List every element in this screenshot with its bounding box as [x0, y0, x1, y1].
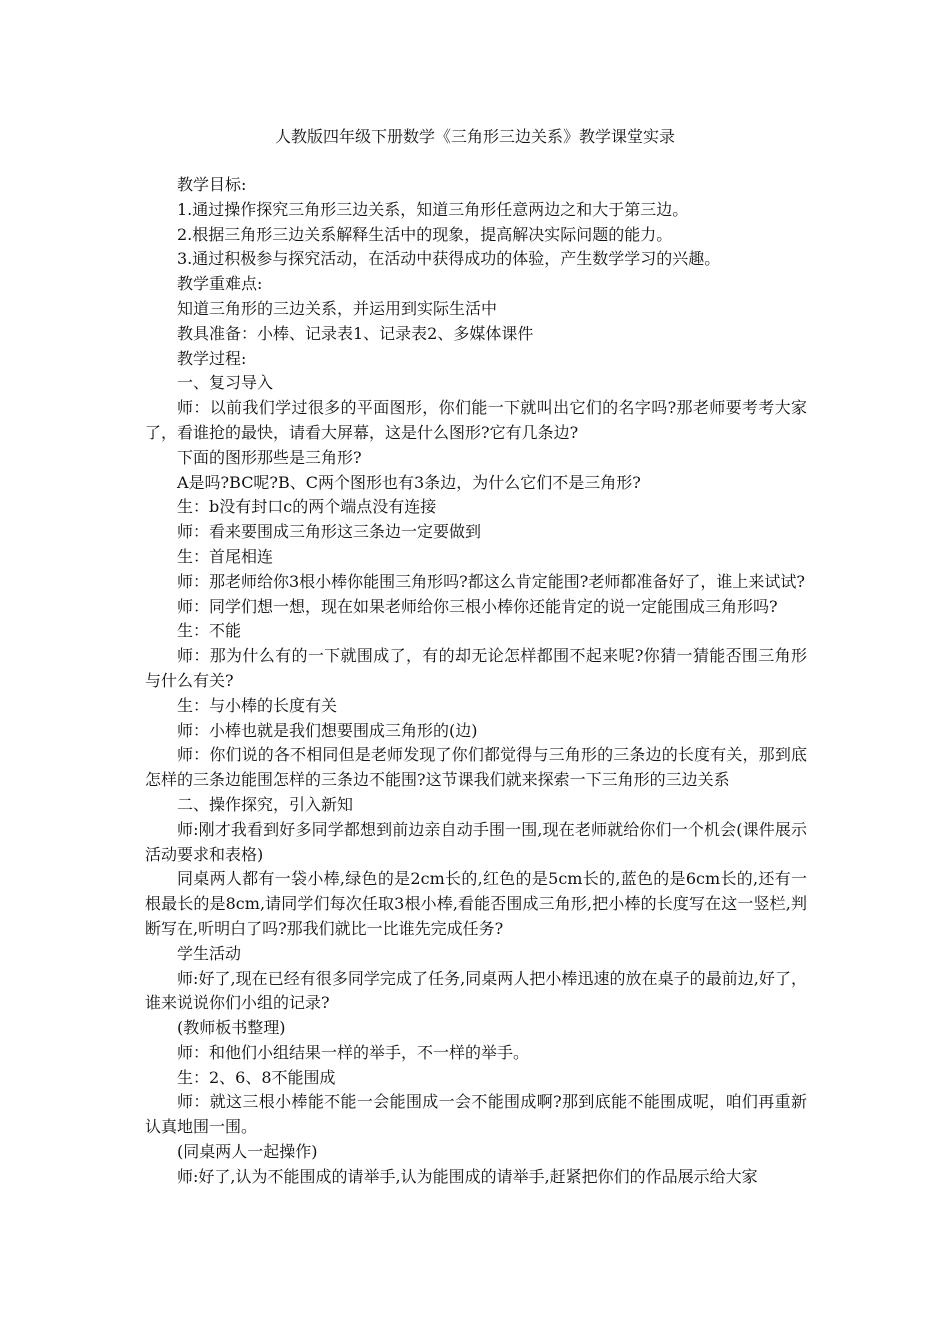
paragraph: 师：你们说的各不相同但是老师发现了你们都觉得与三角形的三条边的长度有关，那到底怎样的三条边能围怎样的三条边不能围?这节课我们就来探索一下三角形的三边关系 [145, 745, 807, 790]
paragraph: 师:刚才我看到好多同学都想到前边亲自动手围一围,现在老师就给你们一个机会(课件展示活动要求和表格) [145, 819, 807, 864]
paragraph: 师：和他们小组结果一样的举手，不一样的举手。 [177, 1042, 530, 1062]
paragraph: 生：不能 [177, 621, 242, 641]
paragraph: 学生活动 [177, 943, 242, 963]
paragraph: 师：同学们想一想，现在如果老师给你三根小棒你还能肯定的说一定能围成三角形吗? [177, 596, 778, 616]
document-body [145, 173, 807, 1190]
paragraph: A是吗?BC呢?B、C两个图形也有3条边，为什么它们不是三角形? [177, 472, 641, 492]
paragraph: 生：2、6、8不能围成 [177, 1067, 336, 1087]
paragraph: 师：就这三根小棒能不能一会能围成一会不能围成啊?那到底能不能围成呢，咱们再重新认真地围一围。 [145, 1092, 807, 1137]
paragraph: 一、复习导入 [177, 373, 274, 393]
paragraph: 下面的图形那些是三角形? [177, 447, 362, 467]
paragraph: 师：那为什么有的一下就围成了，有的却无论怎样都围不起来呢?你猜一猜能否围三角形与什么有关? [145, 646, 807, 690]
paragraph: (教师板书整理) [177, 1018, 286, 1038]
paragraph: 师：小棒也就是我们想要围成三角形的(边) [177, 720, 478, 740]
paragraph: 知道三角形的三边关系，并运用到实际生活中 [177, 298, 498, 318]
paragraph: 教具准备：小棒、记录表1、记录表2、多媒体课件 [177, 323, 534, 343]
paragraph: 生：与小棒的长度有关 [177, 695, 338, 715]
paragraph: 师：那老师给你3根小棒你能围三角形吗?都这么肯定能围?老师都准备好了，谁上来试试? [177, 571, 805, 591]
paragraph: 师：以前我们学过很多的平面图形，你们能一下就叫出它们的名字吗?那老师要考考大家了，看谁抢的最快，请看大屏幕，这是什么图形?它有几条边? [145, 398, 807, 442]
paragraph: 同桌两人都有一袋小棒,绿色的是2cm长的,红色的是5cm长的,蓝色的是6cm长的,还有一根最长的是8cm,请同学们每次任取3根小棒,看能否围成三角形,把小棒的长度写在这一竖栏,判断写在,听明白了吗?那我们就比一比谁先完成任务? [145, 869, 807, 938]
paragraph: 二、操作探究，引入新知 [177, 794, 354, 814]
paragraph: 1.通过操作探究三角形三边关系，知道三角形任意两边之和大于第三边。 [177, 199, 689, 219]
paragraph: 生：首尾相连 [177, 546, 274, 566]
document-title: 人教版四年级下册数学《三角形三边关系》教学课堂实录 [274, 127, 675, 146]
paragraph: 教学过程: [177, 348, 247, 368]
paragraph: 教学目标: [177, 175, 247, 194]
paragraph: 3.通过积极参与探究活动，在活动中获得成功的体验，产生数学学习的兴趣。 [177, 249, 721, 269]
paragraph: 师：看来要围成三角形这三条边一定要做到 [177, 522, 482, 542]
paragraph: (同桌两人一起操作) [177, 1142, 318, 1162]
paragraph: 师:好了,现在已经有很多同学完成了任务,同桌两人把小棒迅速的放在桌子的最前边,好了，谁来说说你们小组的记录? [145, 968, 807, 1013]
paragraph: 2.根据三角形三边关系解释生活中的现象，提高解决实际问题的能力。 [177, 224, 673, 244]
paragraph: 教学重难点: [177, 274, 263, 294]
paragraph: 师:好了,认为不能围成的请举手,认为能围成的请举手,赶紧把你们的作品展示给大家 [177, 1166, 758, 1186]
paragraph: 生：b没有封口c的两个端点没有连接 [177, 497, 437, 517]
